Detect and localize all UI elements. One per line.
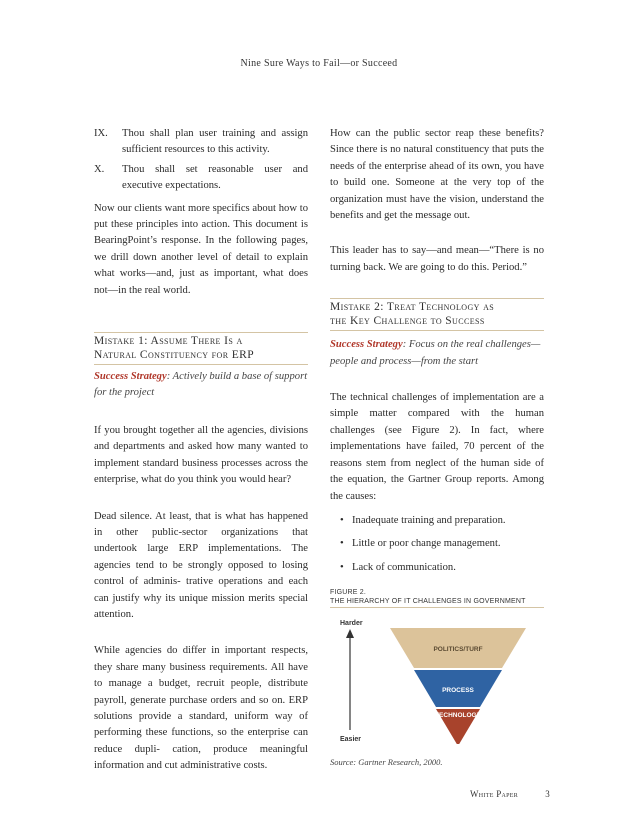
success-strategy (94, 369, 308, 402)
body-paragraph: If you brought together all the agencies, divisions and departments and asked how many wanted to implement standard business processes across the enterprise, what do you think you would hear? (94, 424, 308, 486)
page-number: 3 (545, 789, 550, 799)
figure-caption (330, 588, 544, 608)
heading-line: Mistake 2: Treat Technology as (330, 301, 495, 314)
right-column (330, 126, 544, 771)
tier-label: POLITICS/TURF (433, 646, 483, 654)
bullet-icon: • (340, 538, 344, 550)
list-number: X. (94, 163, 105, 175)
figure-title: THE HIERARCHY OF IT CHALLENGES IN GOVERNMENT (330, 598, 526, 606)
running-header: Nine Sure Ways to Fail—or Succeed (240, 58, 398, 69)
bullet-text: Little or poor change management. (352, 538, 501, 550)
list-text: Thou shall set reasonable user and executive expectations. (122, 163, 308, 192)
section-heading-mistake-1 (94, 333, 308, 364)
list-item-ix (94, 126, 308, 159)
bullet-text: Inadequate training and preparation. (352, 514, 506, 526)
figure-label: FIGURE 2. (330, 589, 367, 597)
axis-top-label: Harder (340, 620, 363, 628)
hierarchy-diagram (330, 614, 544, 744)
body-paragraph: Dead silence. At least, that is what has happened in other public-sector organizations that undertook large ERP implementations. The agencies tend to be strongly opposed to losing control of adminis- trative operations and each can justify why its unique mission merits special attention. (94, 510, 308, 620)
figure-source: Source: Gartner Research, 2000. (330, 757, 443, 768)
list-item (330, 513, 544, 529)
heading-line: the Key Challenge to Success (330, 315, 485, 328)
tier-label: PROCESS (442, 687, 474, 695)
list-item (330, 536, 544, 552)
body-paragraph: While agencies do differ in important respects, they share many business requirements. All have to manage a budget, recruit people, distribute payroll, generate purchase orders and so on. ERP solutions provide a standard, uniform way of performing these functions, so the enterprise can reduce dupli- cation, produce meaningful information and cut administrative costs. (94, 645, 308, 772)
list-text: Thou shall plan user training and assign sufficient resources to this activity. (122, 128, 308, 156)
strategy-label: Success Strategy (330, 339, 403, 351)
body-paragraph: This leader has to say—and mean—“There is no turning back. We are going to do this. Period.” (330, 245, 544, 273)
left-column (94, 126, 308, 775)
hierarchy-figure (330, 614, 544, 744)
section-heading-mistake-2 (330, 299, 544, 330)
success-strategy (330, 337, 544, 370)
heading-line: Mistake 1: Assume There Is a (94, 335, 243, 348)
strategy-text: : Actively build a base of support for the project (94, 371, 308, 399)
bullet-icon: • (340, 514, 344, 526)
heading-line: Natural Constituency for ERP (94, 349, 255, 362)
bullet-text: Lack of communication. (352, 561, 456, 573)
strategy-text: : Focus on the real challenges—people and process—from the start (330, 339, 541, 367)
section-rule (94, 364, 308, 365)
tier-label: TECHNOLOGY (435, 712, 481, 720)
list-number: IX. (94, 128, 108, 139)
footer-label: White Paper (470, 789, 519, 799)
section-rule (330, 330, 544, 331)
arrow-up-icon (346, 629, 354, 638)
figure-rule (330, 607, 544, 608)
list-item-x (94, 162, 308, 195)
page-footer (470, 789, 550, 799)
strategy-label: Success Strategy (94, 371, 167, 383)
axis-bottom-label: Easier (340, 736, 362, 744)
body-paragraph: The technical challenges of implementation are a simple matter compared with the human challenges (see Figure 2). In fact, where implementations have failed, 70 percent of the reasons stem from neglect of the human side of the equation, the Gartner Group reports. Among the causes: (330, 392, 544, 502)
bullet-icon: • (340, 561, 344, 573)
list-item (330, 560, 544, 576)
intro-paragraph: Now our clients want more specifics about how to put these principles into action. This document is BearingPoint’s response. In the following pages, we drill down another level of detail to explain what works—and, just as important, what does not—in the real world. (94, 202, 308, 296)
bullet-list (330, 513, 544, 576)
body-paragraph: How can the public sector reap these benefits? Since there is no natural constituency that puts the needs of the enterprise ahead of its own, you have to build one. Someone at the very top of the organization must have the vision, understand the benefits and get the message out. (330, 128, 544, 222)
